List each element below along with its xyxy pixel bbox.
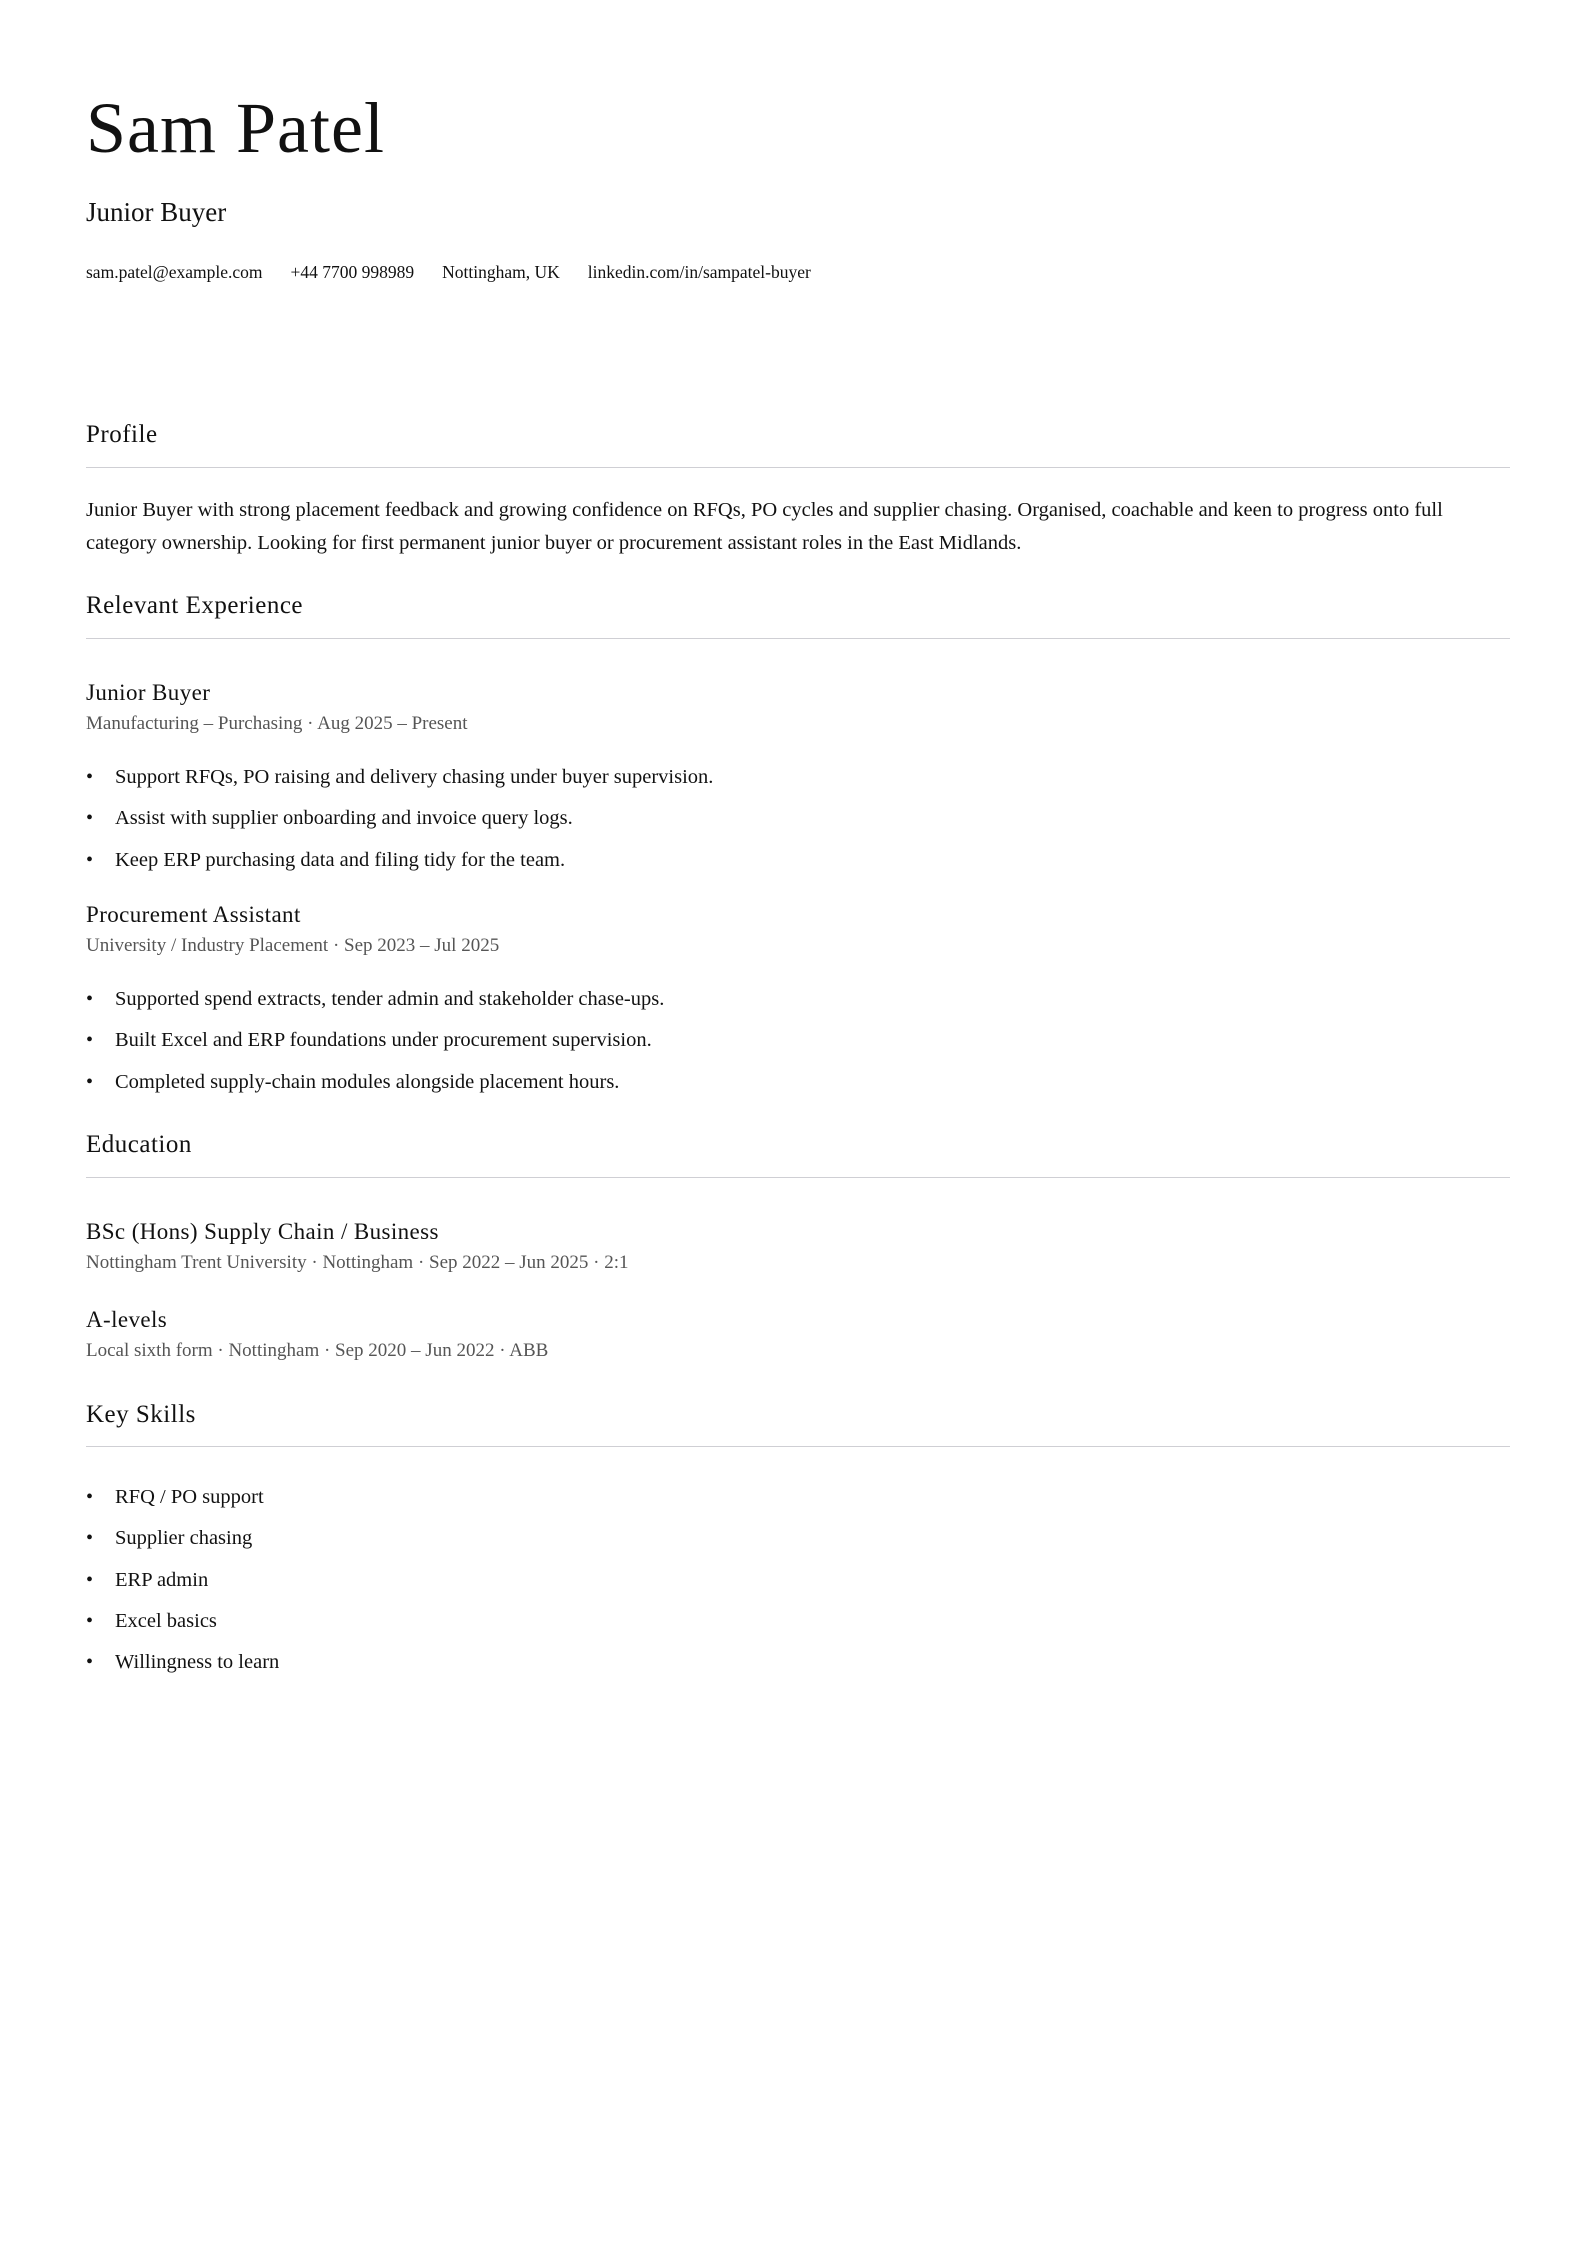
bullet-icon: •: [86, 1651, 94, 1674]
bullet-text: Completed supply-chain modules alongside placement hours.: [115, 1070, 620, 1093]
bullet-text: Assist with supplier onboarding and invoice query logs.: [115, 807, 573, 830]
bullet-icon: •: [86, 1029, 94, 1052]
candidate-name: Sam Patel: [86, 88, 385, 168]
list-item: [86, 1477, 279, 1518]
skill-text: Willingness to learn: [115, 1651, 280, 1674]
education-heading: Education: [86, 1131, 192, 1158]
list-item: [86, 1560, 279, 1601]
experience-bullets: [86, 979, 664, 1103]
experience-meta: Manufacturing – Purchasing · Aug 2025 – Present: [86, 713, 468, 734]
skills-list: [86, 1477, 279, 1683]
skill-text: Supplier chasing: [115, 1527, 253, 1550]
bullet-text: Support RFQs, PO raising and delivery chasing under buyer supervision.: [115, 766, 714, 788]
list-item: [86, 979, 664, 1020]
list-item: [86, 1062, 664, 1103]
bullet-text: Built Excel and ERP foundations under procurement supervision.: [115, 1029, 652, 1052]
list-item: [86, 1518, 279, 1559]
bullet-icon: •: [86, 848, 94, 871]
candidate-role: Junior Buyer: [86, 197, 227, 227]
contact-line: [86, 262, 839, 283]
education-qualification: A-levels: [86, 1307, 168, 1332]
contact-phone[interactable]: +44 7700 998989: [290, 262, 415, 282]
bullet-text: Supported spend extracts, tender admin and stakeholder chase-ups.: [115, 988, 665, 1010]
bullet-icon: •: [86, 1527, 94, 1550]
list-item: [86, 840, 713, 881]
profile-summary: Junior Buyer with strong placement feedback and growing confidence on RFQs, PO cycles and supplier chasing. Organised, coachable and keen to progress onto full category ownership. Looking for first permanent junior buyer or procurement assistant roles in the East Midlands.: [86, 499, 1443, 554]
experience-meta: University / Industry Placement · Sep 2023 – Jul 2025: [86, 935, 500, 956]
education-meta: Local sixth form · Nottingham · Sep 2020 – Jun 2022 · ABB: [86, 1340, 549, 1361]
list-item: [86, 1601, 279, 1642]
list-item: [86, 1020, 664, 1061]
section-divider: [86, 1446, 1510, 1447]
skill-text: ERP admin: [115, 1568, 209, 1591]
contact-linkedin[interactable]: linkedin.com/in/sampatel-buyer: [587, 262, 811, 282]
bullet-icon: •: [86, 1609, 94, 1632]
experience-heading: Relevant Experience: [86, 592, 304, 619]
bullet-icon: •: [86, 988, 94, 1010]
bullet-text: Keep ERP purchasing data and filing tidy for the team.: [115, 848, 566, 871]
list-item: [86, 798, 713, 839]
contact-email[interactable]: sam.patel@example.com: [86, 262, 263, 282]
experience-role: Procurement Assistant: [86, 902, 301, 927]
skill-text: RFQ / PO support: [115, 1486, 264, 1508]
section-divider: [86, 1177, 1510, 1178]
bullet-icon: •: [86, 766, 94, 788]
list-item: [86, 1642, 279, 1683]
experience-bullets: [86, 757, 713, 881]
contact-location: Nottingham, UK: [442, 262, 560, 282]
profile-heading: Profile: [86, 421, 158, 448]
education-qualification: BSc (Hons) Supply Chain / Business: [86, 1219, 439, 1244]
bullet-icon: •: [86, 807, 94, 830]
bullet-icon: •: [86, 1568, 94, 1591]
skills-heading: Key Skills: [86, 1401, 196, 1428]
section-divider: [86, 638, 1510, 639]
section-divider: [86, 467, 1510, 468]
bullet-icon: •: [86, 1486, 94, 1508]
list-item: [86, 757, 713, 798]
skill-text: Excel basics: [115, 1609, 217, 1632]
experience-role: Junior Buyer: [86, 680, 211, 705]
bullet-icon: •: [86, 1070, 94, 1093]
education-meta: Nottingham Trent University · Nottingham · Sep 2022 – Jun 2025 · 2:1: [86, 1252, 629, 1273]
